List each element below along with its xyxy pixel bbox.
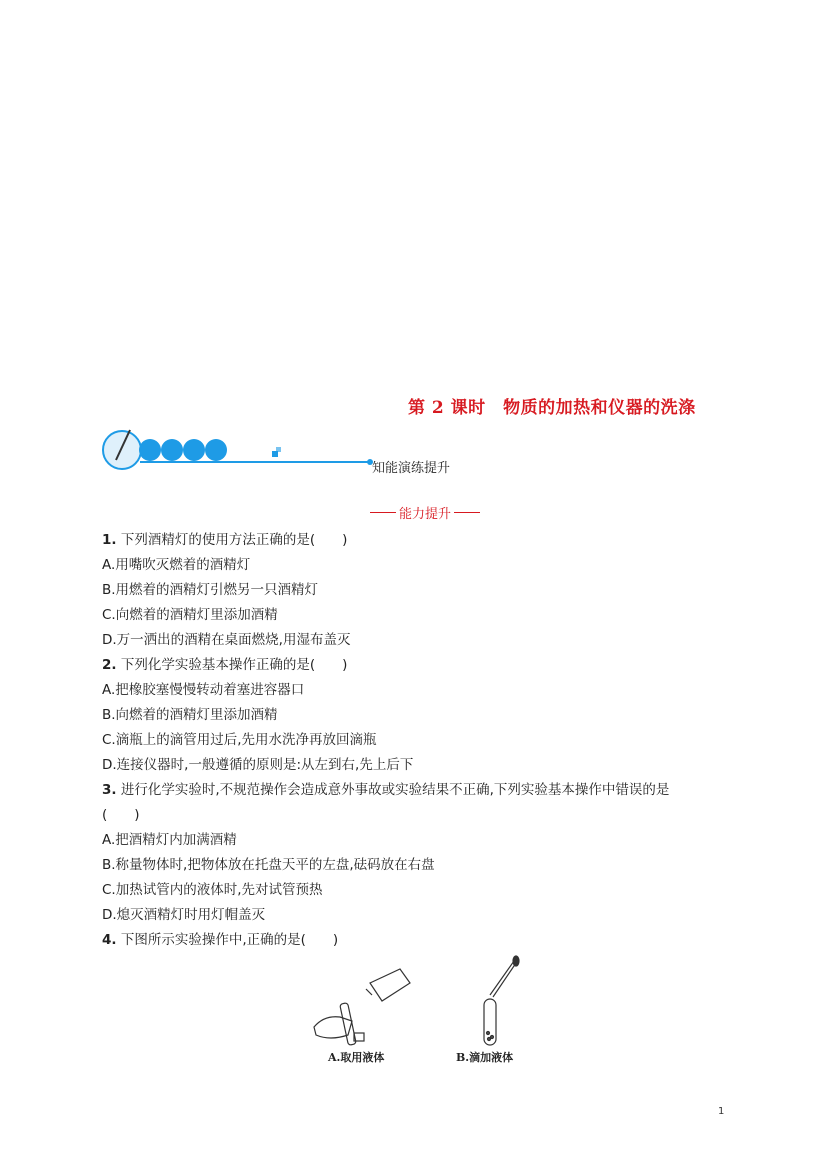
banner-dot-2	[161, 439, 183, 461]
question-2-option-a: A.把橡胶塞慢慢转动着塞进容器口	[102, 682, 305, 698]
figure-caption-a: A.取用液体	[328, 1051, 385, 1064]
question-2-stem	[102, 653, 347, 673]
question-text: 下列酒精灯的使用方法正确的是( )	[120, 532, 348, 548]
question-2-option-b: B.向燃着的酒精灯里添加酒精	[102, 707, 278, 723]
pour-liquid-illustration	[314, 969, 410, 1045]
banner-dot-4	[205, 439, 227, 461]
banner-dot-3	[183, 439, 205, 461]
section-heading	[370, 503, 480, 522]
question-text: 进行化学实验时,不规范操作会造成意外事故或实验结果不正确,下列实验基本操作中错误的是	[120, 782, 670, 798]
question-number: 4.	[102, 932, 117, 948]
question-3-answer-blank: ( )	[102, 807, 140, 823]
question-3-stem	[102, 778, 669, 798]
experiment-figure	[300, 955, 540, 1070]
question-1-option-b: B.用燃着的酒精灯引燃另一只酒精灯	[102, 582, 319, 598]
question-1-option-c: C.向燃着的酒精灯里添加酒精	[102, 607, 278, 623]
question-number: 3.	[102, 782, 117, 798]
section-rule-left	[370, 512, 396, 513]
banner-emblem	[103, 431, 141, 469]
section-title: 能力提升	[399, 507, 452, 522]
section-rule-right	[454, 512, 480, 513]
question-2-option-c: C.滴瓶上的滴管用过后,先用水洗净再放回滴瓶	[102, 732, 377, 748]
question-number: 2.	[102, 657, 117, 673]
question-2-option-d: D.连接仪器时,一般遵循的原则是:从左到右,先上后下	[102, 757, 414, 773]
question-3-option-d: D.熄灭酒精灯时用灯帽盖灭	[102, 907, 266, 923]
question-3-option-b: B.称量物体时,把物体放在托盘天平的左盘,砝码放在右盘	[102, 857, 435, 873]
question-4-stem	[102, 928, 338, 948]
experiment-illustration	[300, 955, 540, 1070]
question-1-option-d: D.万一洒出的酒精在桌面燃烧,用湿布盖灭	[102, 632, 351, 648]
banner-dot-1	[139, 439, 161, 461]
figure-caption-b: B.滴加液体	[456, 1051, 514, 1064]
page-number: 1	[718, 1106, 725, 1117]
question-text: 下列化学实验基本操作正确的是( )	[120, 657, 348, 673]
banner-label: 知能演练提升	[372, 461, 451, 476]
question-3-option-a: A.把酒精灯内加满酒精	[102, 832, 237, 848]
question-number: 1.	[102, 532, 117, 548]
question-3-option-c: C.加热试管内的液体时,先对试管预热	[102, 882, 323, 898]
banner-square-icon-2	[276, 447, 281, 452]
question-text: 下图所示实验操作中,正确的是( )	[120, 932, 339, 948]
question-1-stem	[102, 528, 347, 548]
question-1-option-a: A.用嘴吹灭燃着的酒精灯	[102, 557, 251, 573]
lesson-title: 第 2 课时 物质的加热和仪器的洗涤	[408, 398, 696, 418]
dropper-illustration	[484, 956, 519, 1045]
